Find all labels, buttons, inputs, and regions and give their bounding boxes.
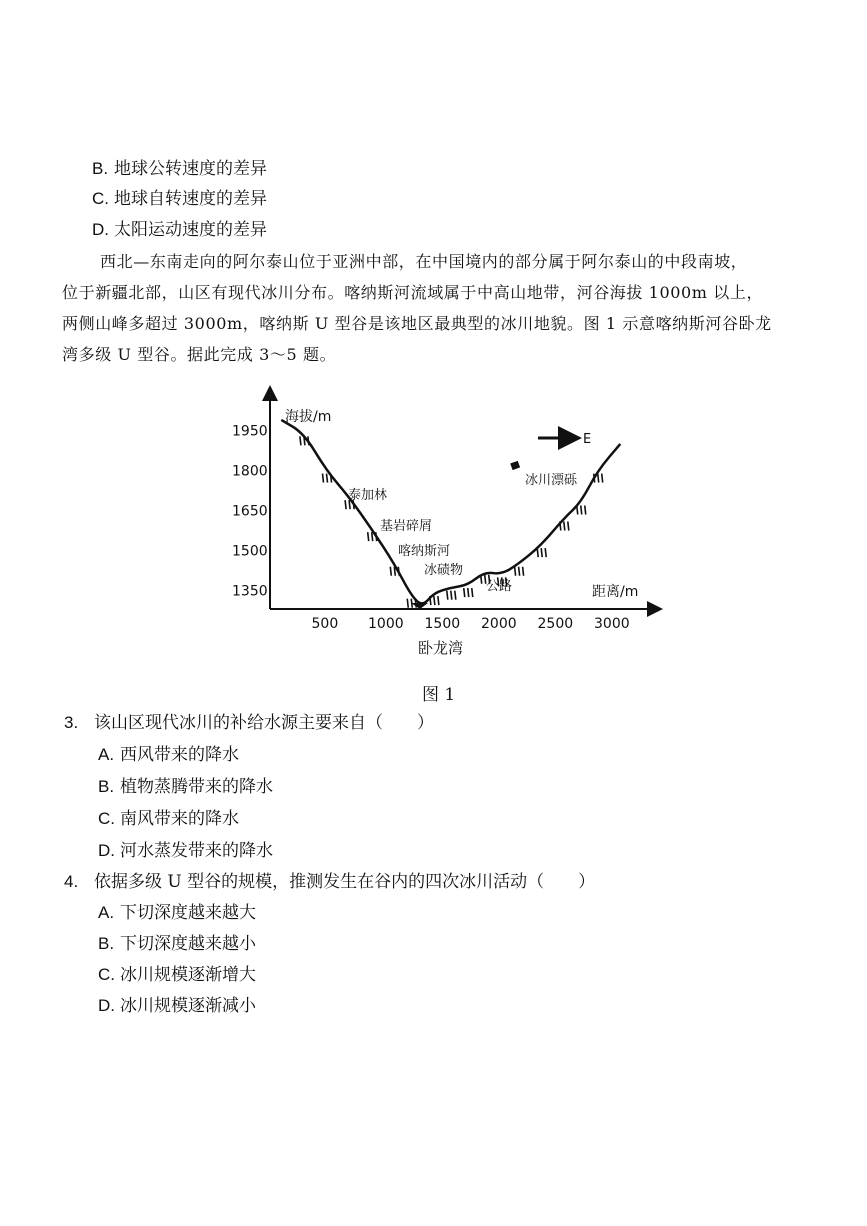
hatch-mark xyxy=(390,567,391,576)
question-3-stem: 3. 该山区现代冰川的补给水源主要来自（ ） xyxy=(64,713,434,733)
hatch-mark xyxy=(331,474,332,483)
hatch-mark xyxy=(464,588,465,597)
hatch-mark xyxy=(407,599,408,608)
x-tick-label: 1500 xyxy=(424,616,461,632)
hatch-mark xyxy=(372,532,373,541)
option-c-prev: C. 地球自转速度的差异 xyxy=(92,189,267,209)
question-4-option-c[interactable]: C. 冰川规模逐渐增大 xyxy=(98,965,256,985)
hatch-mark xyxy=(468,588,469,597)
hatch-mark xyxy=(472,588,473,597)
hatch-mark xyxy=(523,567,524,576)
hatch-mark xyxy=(394,567,395,576)
y-tick-label: 1350 xyxy=(232,583,268,600)
hatch-mark xyxy=(451,591,452,600)
location-label: 卧龙湾 xyxy=(418,639,464,657)
question-4-option-d[interactable]: D. 冰川规模逐渐减小 xyxy=(98,996,256,1016)
x-tick-label: 2500 xyxy=(537,616,574,632)
hatch-mark xyxy=(577,506,578,515)
hatch-mark xyxy=(537,548,538,557)
hatch-mark xyxy=(376,532,377,541)
passage-line-4: 湾多级 U 型谷。据此完成 3～5 题。 xyxy=(62,345,337,364)
label-erratic: 冰川漂砾 xyxy=(525,473,578,488)
hatch-mark xyxy=(519,567,520,576)
hatch-mark xyxy=(581,506,582,515)
hatch-mark xyxy=(545,548,546,557)
x-tick-label: 500 xyxy=(311,616,339,632)
figure-caption: 图 1 xyxy=(422,685,456,705)
question-4-stem: 4. 依据多级 U 型谷的规模，推测发生在谷内的四次冰川活动（ ） xyxy=(64,872,596,892)
hatch-mark xyxy=(308,436,309,445)
y-tick-label: 1800 xyxy=(232,463,268,480)
vegetation-hatching xyxy=(300,436,603,607)
label-bedrock: 基岩碎屑 xyxy=(380,519,433,534)
passage-line-3: 两侧山峰多超过 3000m，喀纳斯 U 型谷是该地区最典型的冰川地貌。图 1 示意喀纳斯河谷卧龙 xyxy=(62,314,772,333)
valley-profile-figure xyxy=(230,385,670,670)
x-tick-label: 2000 xyxy=(481,616,517,632)
hatch-mark xyxy=(568,521,569,530)
question-3-option-c[interactable]: C. 南风带来的降水 xyxy=(98,809,239,829)
label-moraine: 冰碛物 xyxy=(424,563,464,578)
label-road: 公路 xyxy=(486,579,513,594)
question-3-option-a[interactable]: A. 西风带来的降水 xyxy=(98,745,239,765)
hatch-mark xyxy=(398,567,399,576)
hatch-mark xyxy=(323,474,324,483)
y-axis-label: 海拔/m xyxy=(285,409,332,425)
hatch-mark xyxy=(541,548,542,557)
x-tick-label: 1000 xyxy=(368,616,404,632)
hatch-mark xyxy=(602,474,603,483)
label-taiga: 泰加林 xyxy=(348,488,388,503)
hatch-mark xyxy=(560,521,561,530)
passage-line-2: 位于新疆北部，山区有现代冰川分布。喀纳斯河流域属于中高山地带，河谷海拔 1000m 以上， xyxy=(62,283,764,302)
question-3-option-d[interactable]: D. 河水蒸发带来的降水 xyxy=(98,841,273,861)
hatch-mark xyxy=(368,532,369,541)
label-river: 喀纳斯河 xyxy=(398,544,451,559)
hatch-mark xyxy=(564,521,565,530)
hatch-mark xyxy=(438,596,439,605)
hatch-mark xyxy=(434,596,435,605)
question-4-option-b[interactable]: B. 下切深度越来越小 xyxy=(98,934,256,954)
hatch-mark xyxy=(515,567,516,576)
hatch-mark xyxy=(447,591,448,600)
passage-line-1: 西北—东南走向的阿尔泰山位于亚洲中部，在中国境内的部分属于阿尔泰山的中段南坡， xyxy=(100,252,748,271)
direction-label: E xyxy=(583,432,592,447)
x-tick-label: 3000 xyxy=(594,616,630,632)
option-b-prev: B. 地球公转速度的差异 xyxy=(92,159,267,179)
hatch-mark xyxy=(594,474,595,483)
hatch-mark xyxy=(598,474,599,483)
x-ticks xyxy=(312,616,630,632)
hatch-mark xyxy=(300,436,301,445)
y-tick-label: 1650 xyxy=(232,503,268,520)
hatch-mark xyxy=(481,575,482,584)
hatch-mark xyxy=(455,591,456,600)
hatch-mark xyxy=(345,500,346,509)
y-tick-label: 1950 xyxy=(232,423,268,440)
y-ticks xyxy=(232,424,268,600)
option-d-prev: D. 太阳运动速度的差异 xyxy=(92,220,267,240)
y-tick-label: 1500 xyxy=(232,543,268,560)
x-axis-label: 距离/m xyxy=(592,584,639,600)
question-4-option-a[interactable]: A. 下切深度越来越大 xyxy=(98,903,256,923)
hatch-mark xyxy=(585,506,586,515)
hatch-mark xyxy=(304,436,305,445)
hatch-mark xyxy=(327,474,328,483)
erratic-boulder-icon xyxy=(510,461,520,470)
hatch-mark xyxy=(430,596,431,605)
question-3-option-b[interactable]: B. 植物蒸腾带来的降水 xyxy=(98,777,273,797)
